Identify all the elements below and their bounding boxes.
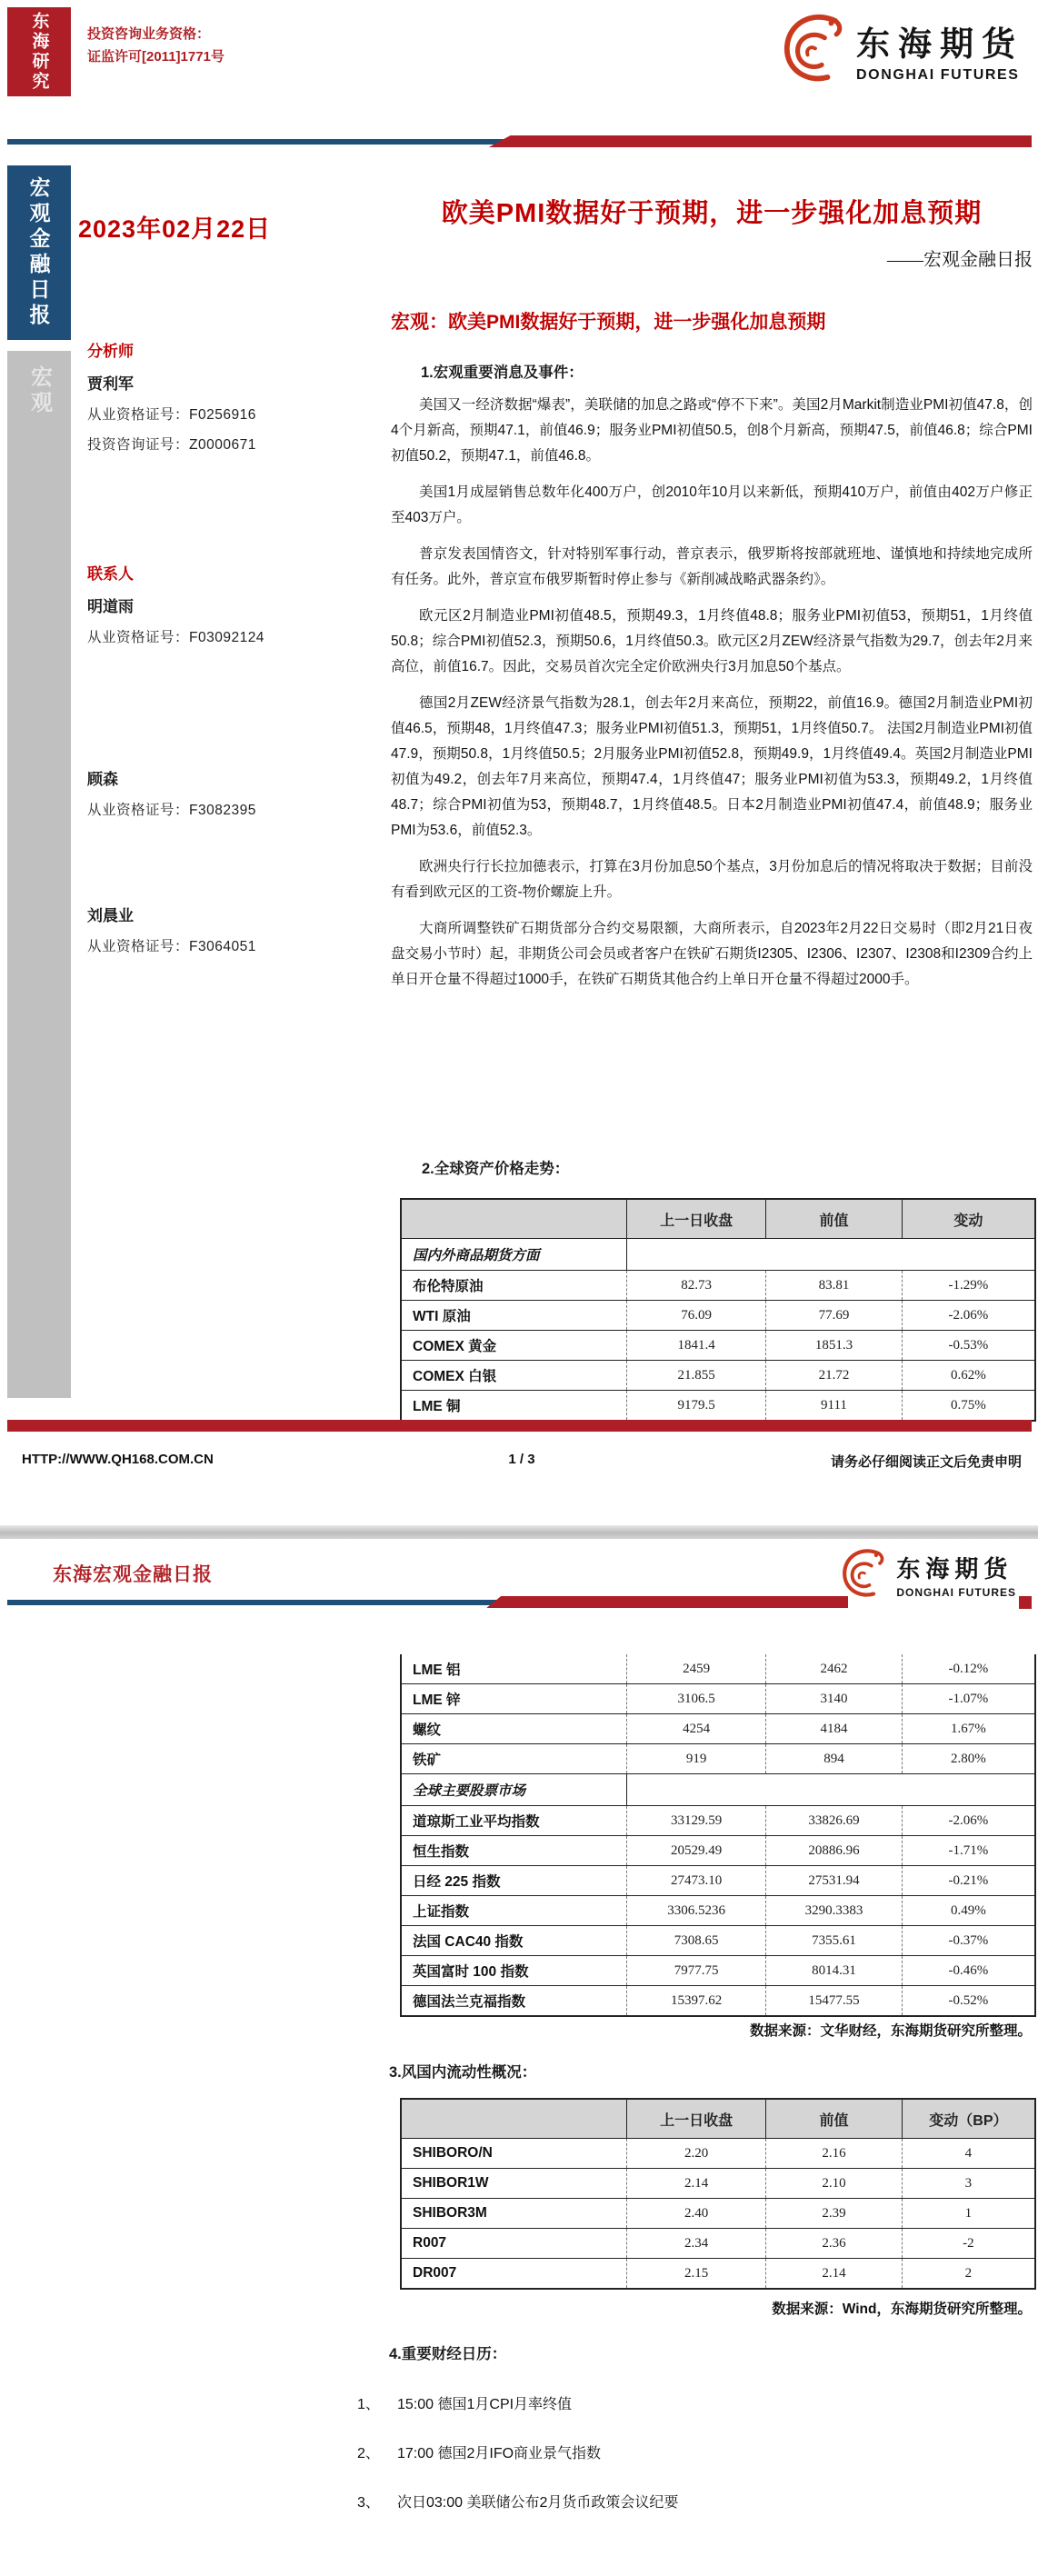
table-cell: 919 (626, 1744, 765, 1773)
table-cell: 21.855 (626, 1361, 765, 1390)
table-row (402, 1713, 1034, 1743)
body-paragraph: 美国1月成屋销售总数年化400万户，创2010年10月以来新低，预期410万户，前值由402万户修正至403万户。 (391, 484, 1033, 525)
table-cell: 20529.49 (626, 1836, 765, 1865)
table-body (402, 1654, 1034, 1773)
table-cell: 0.75% (902, 1391, 1034, 1420)
table-cell: -2 (902, 2229, 1034, 2258)
table-cell: 英国富时 100 指数 (413, 1964, 529, 1980)
table-row (402, 1300, 1034, 1330)
table-row (402, 1390, 1034, 1420)
page2-header-title: 东海宏观金融日报 (53, 1564, 213, 1585)
category-box (7, 351, 71, 1398)
domestic-liquidity-table (400, 2098, 1036, 2290)
dragon-logo-icon (838, 1545, 889, 1604)
calendar-heading: 4.重要财经日历： (389, 2346, 507, 2362)
table-cell: -0.12% (902, 1654, 1034, 1683)
table-cell: 3106.5 (626, 1684, 765, 1713)
table-row (402, 1330, 1034, 1360)
table-cell: LME 铜 (413, 1399, 461, 1414)
rule-red-segment (486, 1596, 848, 1608)
category-label: 宏观 (26, 365, 52, 416)
calendar-item-text: 次日03:00 美联储公布2月货币政策会议纪要 (397, 2495, 679, 2511)
header-rule (7, 1595, 848, 1610)
license-line-2: 证监许可[2011]1771号 (87, 49, 225, 65)
body-paragraph: 美国又一经济数据“爆表”，美联储的加息之路或“停不下来”。美国2月Markit制造业PMI初值47.8，创4个月新高，预期47.1，前值46.9；服务业PMI初值50.5，创8个月新高，预期47.5，前值46.8；综合PMI初值50.2，预期47.1，前值46.8。 (391, 397, 1033, 464)
table-cell: 3290.3383 (765, 1896, 902, 1925)
assets-heading: 2.全球资产价格走势： (422, 1161, 570, 1177)
contact-cert: 从业资格证号：F3082395 (87, 803, 256, 818)
logo-cn-text: 东海期货 (856, 25, 1023, 64)
table-cell: 铁矿 (413, 1752, 442, 1768)
disclaimer-note: 请务必仔细阅读正文后免责申明 (830, 1454, 1022, 1470)
table-cell: 15397.62 (626, 1986, 765, 2015)
table-header-cell (402, 1200, 626, 1238)
table-cell: -0.37% (902, 1926, 1034, 1955)
table-header-cell: 前值 (765, 2100, 902, 2138)
table-cell: 恒生指数 (413, 1844, 470, 1860)
page-break-band (0, 1525, 1038, 1539)
contact-section-label: 联系人 (87, 565, 134, 583)
table-cell: 2.39 (765, 2199, 902, 2228)
table-body (402, 2138, 1034, 2288)
table-row (402, 2228, 1034, 2258)
table-cell (626, 1239, 765, 1270)
global-asset-prices-table (400, 1198, 1036, 1422)
table-section-row (402, 1773, 1034, 1805)
license-block (87, 23, 225, 68)
table-header-cell: 变动（BP） (902, 2100, 1034, 2138)
dragon-logo-icon (778, 9, 849, 90)
table-cell: DR007 (413, 2265, 457, 2281)
body-paragraph: 德国2月ZEW经济景气指数为28.1，创去年2月来高位，预期22，前值16.9。德国2月制造业PMI初值46.5，预期48，1月终值47.3；服务业PMI初值51.3，预期51，1月终值50.7。 法国2月制造业PMI初值47.9，预期50.8，1月终值50.5；2月服务业PMI初值52.8，预期49.9，1月终值49.4。英国2月制造业PMI初值为49.2，创去年7月来高位，预期47.4，1月终值47；服务业PMI初值为53.3，预期49.2，1月终值48.7；综合PMI初值为53，预期48.7，1月终值48.5。日本2月制造业PMI初值47.4，前值48.9；服务业PMI为53.6，前值52.3。 (391, 695, 1033, 838)
table-cell: 77.69 (765, 1301, 902, 1330)
analyst-name: 贾利军 (87, 375, 134, 393)
table-cell: 7355.61 (765, 1926, 902, 1955)
table-cell: 7977.75 (626, 1956, 765, 1985)
calendar-item (357, 2491, 678, 2511)
body-paragraph: 大商所调整铁矿石期货部分合约交易限额，大商所表示，自2023年2月22日交易时（即2月21日夜盘交易小节时）起，非期货公司会员或者客户在铁矿石期货I2305、I2306、I2307、I2308和I2309合约上单日开仓量不得超过1000手，在铁矿石期货其他合约上单日开仓量不得超过2000手。 (391, 921, 1033, 987)
table-cell: 82.73 (626, 1271, 765, 1300)
report-subtitle: ——宏观金融日报 (887, 250, 1033, 270)
table-cell: 8014.31 (765, 1956, 902, 1985)
table-cell: SHIBORO/N (413, 2145, 493, 2161)
data-source-note: 数据来源：文华财经，东海期货研究所整理。 (749, 2023, 1032, 2039)
table-cell: -0.53% (902, 1331, 1034, 1360)
table-row (402, 1270, 1034, 1300)
table-cell: LME 铝 (413, 1662, 461, 1678)
table-cell: SHIBOR3M (413, 2205, 487, 2221)
table-row (402, 1985, 1034, 2015)
table-header-cell: 前值 (765, 1200, 902, 1238)
macro-section-heading: 宏观：欧美PMI数据好于预期，进一步强化加息预期 (391, 312, 826, 333)
table-row (402, 1925, 1034, 1955)
report-date: 2023年02月22日 (78, 215, 272, 243)
table-row (402, 2138, 1034, 2168)
table-cell: 2.36 (765, 2229, 902, 2258)
table-section-row (402, 1238, 1034, 1270)
body-paragraph: 欧洲央行行长拉加德表示，打算在3月份加息50个基点，3月份加息后的情况将取决于数据；目前没有看到欧元区的工资-物价螺旋上升。 (391, 859, 1033, 900)
table-cell: R007 (413, 2235, 447, 2251)
table-cell: 2.14 (765, 2259, 902, 2288)
calendar-item-text: 17:00 德国2月IFO商业景气指数 (397, 2446, 602, 2461)
table-row (402, 1865, 1034, 1895)
table-row (402, 2168, 1034, 2198)
calendar-item (357, 2392, 572, 2413)
rule-end-square (1019, 1596, 1032, 1609)
table-cell: 2.80% (902, 1744, 1034, 1773)
table-cell: -0.21% (902, 1866, 1034, 1895)
calendar-item-number: 2、 (357, 2446, 380, 2461)
table-cell: 9111 (765, 1391, 902, 1420)
table-cell: 2462 (765, 1654, 902, 1683)
table-cell: -1.07% (902, 1684, 1034, 1713)
table-cell: 3306.5236 (626, 1896, 765, 1925)
table-cell (902, 1774, 1034, 1805)
table-cell: -1.71% (902, 1836, 1034, 1865)
table-cell: 9179.5 (626, 1391, 765, 1420)
table-row (402, 1654, 1034, 1683)
table-cell: -2.06% (902, 1301, 1034, 1330)
table-cell: 83.81 (765, 1271, 902, 1300)
company-logo (838, 1545, 1016, 1604)
table-cell (902, 1239, 1034, 1270)
table-cell (765, 1774, 902, 1805)
company-logo (778, 9, 1023, 90)
table-row (402, 1743, 1034, 1773)
table-cell: 27473.10 (626, 1866, 765, 1895)
logo-cn-text: 东海期货 (896, 1556, 1013, 1583)
logo-en-text: DONGHAI FUTURES (896, 1586, 1016, 1599)
research-tab-label: 东海研究 (29, 12, 49, 92)
table-cell: 4184 (765, 1714, 902, 1743)
table-cell: WTI 原油 (413, 1309, 471, 1324)
table-row (402, 1895, 1034, 1925)
table-cell: 2.16 (765, 2139, 902, 2168)
table-cell: 4254 (626, 1714, 765, 1743)
table-header-row (402, 1200, 1034, 1238)
table-cell (626, 1774, 765, 1805)
calendar-item-number: 1、 (357, 2397, 380, 2412)
analyst-section-label: 分析师 (87, 343, 134, 360)
table-cell: 1 (902, 2199, 1034, 2228)
table-cell: 1851.3 (765, 1331, 902, 1360)
page-number: 1 / 3 (508, 1452, 535, 1467)
table-cell: 道琼斯工业平均指数 (413, 1814, 540, 1830)
rule-blue-segment (7, 1600, 504, 1605)
table-header-cell (402, 2100, 626, 2138)
table-cell: 2.14 (626, 2169, 765, 2198)
table-header-cell: 上一日收盘 (626, 2100, 765, 2138)
calendar-item (357, 2441, 601, 2462)
table-body (402, 1805, 1034, 2015)
table-row (402, 1805, 1034, 1835)
table-cell: -0.52% (902, 1986, 1034, 2015)
body-paragraph: 普京发表国情咨文，针对特别军事行动，普京表示，俄罗斯将按部就班地、谨慎地和持续地完成所有任务。此外，普京宣布俄罗斯暂时停止参与《新削减战略武器条约》。 (391, 546, 1033, 587)
table-row (402, 2198, 1034, 2228)
report-name-box (7, 165, 71, 340)
body-paragraph: 欧元区2月制造业PMI初值48.5，预期49.3，1月终值48.8；服务业PMI初值53，预期51，1月终值50.8；综合PMI初值52.3，预期50.6，1月终值50.3。欧元区2月ZEW经济景气指数为29.7，创去年2月来高位，前值16.7。因此，交易员首次完全定价欧洲央行3月加息50个基点。 (391, 608, 1033, 674)
table-cell: 德国法兰克福指数 (413, 1994, 526, 2010)
table-cell: 3140 (765, 1684, 902, 1713)
news-heading: 1.宏观重要消息及事件： (421, 364, 584, 381)
table-row (402, 1835, 1034, 1865)
table-section-label: 全球主要股票市场 (413, 1783, 526, 1799)
table-cell: 日经 225 指数 (413, 1874, 501, 1890)
analyst-cert-1: 从业资格证号：F0256916 (87, 407, 256, 423)
table-cell: 1.67% (902, 1714, 1034, 1743)
table-cell: 0.62% (902, 1361, 1034, 1390)
table-cell: LME 锌 (413, 1692, 461, 1708)
table-cell: 33826.69 (765, 1806, 902, 1835)
table-cell: 2.20 (626, 2139, 765, 2168)
table-cell: -2.06% (902, 1806, 1034, 1835)
contact-name: 刘晨业 (87, 907, 134, 924)
footer-url-link[interactable]: HTTP://WWW.QH168.COM.CN (22, 1452, 214, 1467)
footer-red-bar (7, 1420, 1032, 1432)
table-cell: 7308.65 (626, 1926, 765, 1955)
table-cell: 15477.55 (765, 1986, 902, 2015)
table-cell: 894 (765, 1744, 902, 1773)
global-asset-prices-table-continued (400, 1654, 1036, 2017)
table-cell: 20886.96 (765, 1836, 902, 1865)
rule-red-segment (489, 135, 1032, 147)
table-cell: 27531.94 (765, 1866, 902, 1895)
table-cell: 2459 (626, 1654, 765, 1683)
page-footer (22, 1452, 1022, 1473)
calendar-item-text: 15:00 德国1月CPI月率终值 (397, 2397, 573, 2412)
table-row (402, 1683, 1034, 1713)
table-cell: 2 (902, 2259, 1034, 2288)
header-rule (7, 135, 1032, 149)
rule-blue-segment (7, 139, 509, 145)
table-cell: 4 (902, 2139, 1034, 2168)
table-cell: 2.40 (626, 2199, 765, 2228)
table-cell: -0.46% (902, 1956, 1034, 1985)
table-row (402, 1360, 1034, 1390)
table-cell: 76.09 (626, 1301, 765, 1330)
contact-name: 顾森 (87, 771, 118, 788)
report-title: 欧美PMI数据好于预期，进一步强化加息预期 (441, 199, 983, 228)
analyst-panel (87, 338, 387, 955)
contact-name: 明道雨 (87, 598, 134, 615)
table-cell: 1841.4 (626, 1331, 765, 1360)
table-cell: 0.49% (902, 1896, 1034, 1925)
table-body (402, 1270, 1034, 1420)
table-header-cell: 变动 (902, 1200, 1034, 1238)
table-cell: 上证指数 (413, 1904, 470, 1920)
table-cell: 2.10 (765, 2169, 902, 2198)
table-row (402, 2258, 1034, 2288)
contact-cert: 从业资格证号：F3064051 (87, 939, 256, 954)
table-cell: -1.29% (902, 1271, 1034, 1300)
report-name-label: 宏观金融日报 (26, 176, 51, 329)
table-cell: 法国 CAC40 指数 (413, 1934, 524, 1950)
table-row (402, 1955, 1034, 1985)
calendar-item-number: 3、 (357, 2495, 380, 2511)
research-tab-box (7, 7, 71, 96)
contact-cert: 从业资格证号：F03092124 (87, 630, 264, 645)
table-cell: 2.34 (626, 2229, 765, 2258)
table-header-cell: 上一日收盘 (626, 1200, 765, 1238)
table-cell: 螺纹 (413, 1722, 442, 1738)
table-cell: 2.15 (626, 2259, 765, 2288)
table-cell: 33129.59 (626, 1806, 765, 1835)
table-cell (765, 1239, 902, 1270)
table-cell: 21.72 (765, 1361, 902, 1390)
table-cell: COMEX 黄金 (413, 1339, 497, 1354)
license-line-1: 投资咨询业务资格： (87, 26, 211, 42)
main-content (391, 193, 1033, 1145)
table-header-row (402, 2100, 1034, 2138)
table-cell: 3 (902, 2169, 1034, 2198)
liquidity-heading: 3.风国内流动性概况： (389, 2064, 537, 2081)
table-cell: SHIBOR1W (413, 2175, 489, 2191)
logo-en-text: DONGHAI FUTURES (856, 66, 1020, 83)
table-cell: COMEX 白银 (413, 1369, 497, 1384)
table-section-label: 国内外商品期货方面 (413, 1248, 540, 1263)
data-source-note: 数据来源：Wind，东海期货研究所整理。 (772, 2301, 1032, 2317)
table-cell: 布伦特原油 (413, 1279, 484, 1294)
analyst-cert-2: 投资咨询证号：Z0000671 (87, 437, 256, 453)
